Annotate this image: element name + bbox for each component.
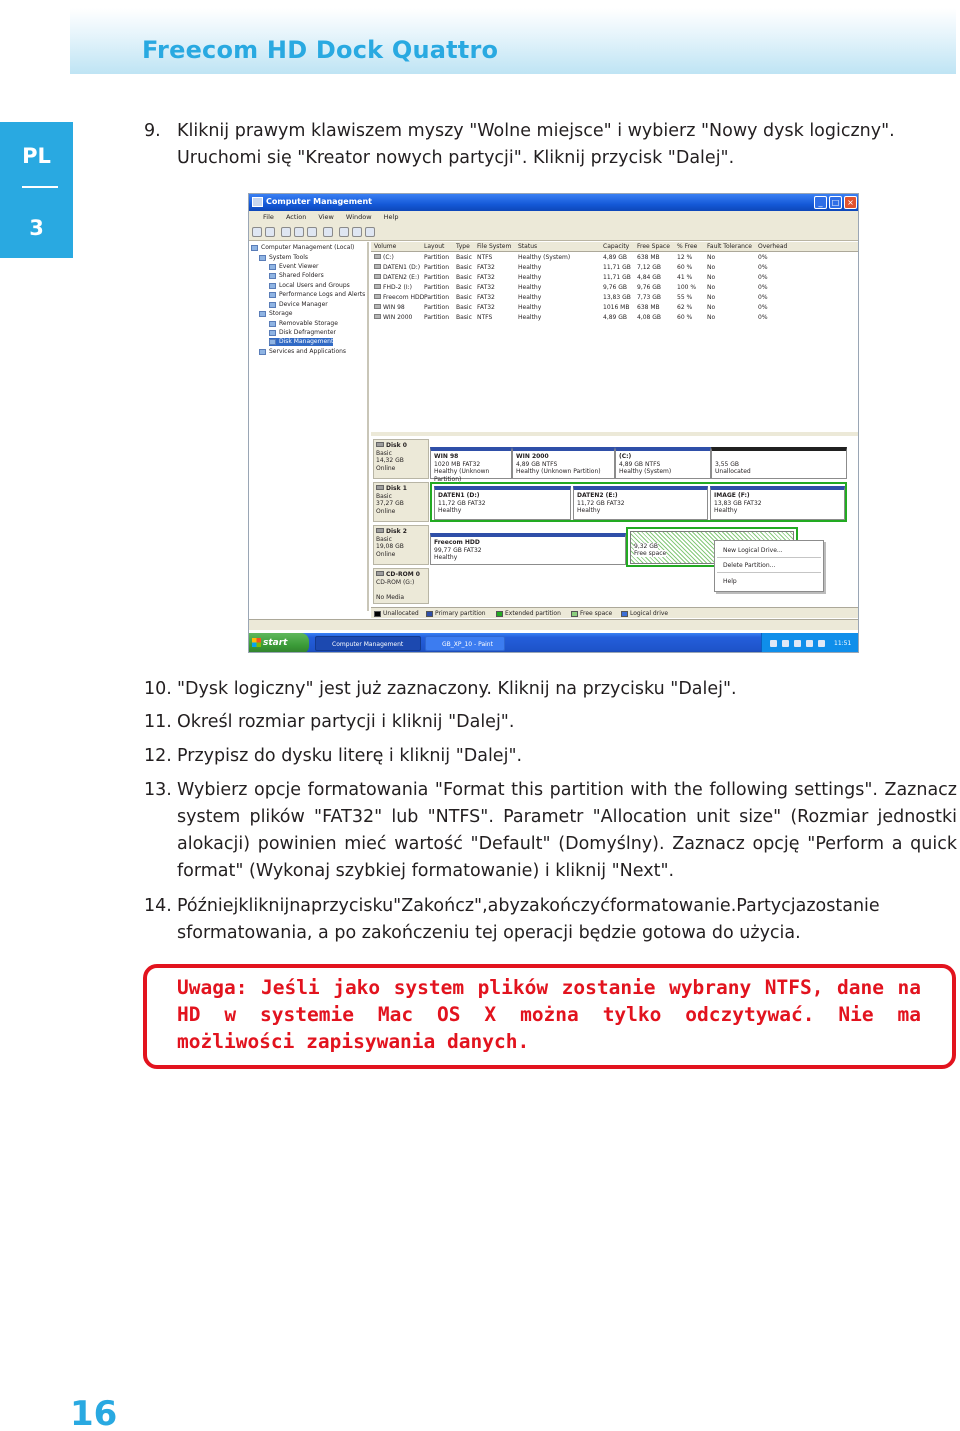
document-title: Freecom HD Dock Quattro — [142, 36, 499, 64]
refresh-icon[interactable] — [307, 227, 317, 237]
chapter-number: 3 — [29, 216, 44, 240]
volume-row[interactable]: WIN 98 Partition Basic FAT32 Healthy 1016 MB 638 MB 62 % No 0% — [371, 303, 859, 313]
menu-file[interactable]: File — [263, 213, 274, 221]
volume-row[interactable]: DATEN1 (D:) Partition Basic FAT32 Healthy 11,71 GB 7,12 GB 60 % No 0% — [371, 263, 859, 273]
extended-partition-disk-1[interactable] — [430, 482, 847, 522]
legend-extended: Extended partition — [496, 610, 561, 617]
folder-icon — [269, 273, 276, 279]
tree-item[interactable]: Local Users and Groups — [269, 282, 350, 290]
tree-item[interactable]: Device Manager — [269, 301, 328, 309]
tree-item[interactable]: Shared Folders — [269, 272, 324, 280]
legend-logical: Logical drive — [621, 610, 668, 617]
maximize-icon[interactable]: □ — [829, 196, 842, 209]
tray-icon[interactable] — [782, 640, 789, 647]
menu-separator — [717, 557, 821, 558]
volume-list-header — [371, 242, 859, 252]
tools-icon — [259, 255, 266, 261]
back-icon[interactable] — [252, 227, 262, 237]
task-computer-management[interactable]: Computer Management — [315, 636, 421, 651]
col-layout[interactable]: Layout — [424, 243, 445, 250]
free-space-region[interactable]: 9,32 GB Free space — [630, 531, 794, 564]
volume-row[interactable]: WIN 2000 Partition Basic NTFS Healthy 4,89 GB 4,08 GB 60 % No 0% — [371, 313, 859, 323]
step-number: 11. — [144, 712, 172, 732]
drive-icon — [374, 264, 381, 269]
partition-daten2[interactable]: DATEN2 (E:) 11,72 GB FAT32 Healthy — [573, 486, 708, 520]
computer-management-screenshot — [248, 193, 859, 653]
legend-swatch — [374, 611, 381, 617]
partition-unallocated[interactable]: 3,55 GB Unallocated — [711, 447, 847, 479]
status-bar — [249, 619, 859, 630]
windows-logo-icon — [252, 638, 261, 647]
context-menu — [714, 540, 824, 592]
tree-item[interactable]: Storage — [259, 310, 292, 318]
export-icon[interactable] — [339, 227, 349, 237]
storage-icon — [259, 311, 266, 317]
console-tree — [249, 242, 369, 611]
system-tray — [761, 633, 859, 653]
partition-c[interactable]: (C:) 4,89 GB NTFS Healthy (System) — [615, 447, 711, 479]
legend-free-space: Free space — [571, 610, 612, 617]
drive-icon — [374, 274, 381, 279]
minimize-icon[interactable]: _ — [814, 196, 827, 209]
step-number: 13. — [144, 780, 172, 800]
disk-legend — [371, 607, 859, 618]
forward-icon[interactable] — [265, 227, 275, 237]
disk-icon — [376, 485, 384, 490]
language-label: PL — [22, 144, 51, 168]
menu-item-delete-partition[interactable]: Delete Partition... — [723, 562, 776, 569]
tab-divider — [22, 186, 58, 188]
menu-help[interactable]: Help — [383, 213, 399, 221]
help-icon[interactable] — [323, 227, 333, 237]
menu-item-help[interactable]: Help — [723, 578, 737, 585]
computer-icon — [251, 245, 258, 251]
close-icon[interactable]: × — [844, 196, 857, 209]
legend-swatch — [571, 611, 578, 617]
legend-swatch — [621, 611, 628, 617]
disk-2-label[interactable]: Disk 2 Basic 19,08 GB Online — [373, 525, 429, 565]
col-file-system[interactable]: File System — [477, 243, 512, 250]
legend-unallocated: Unallocated — [374, 610, 419, 617]
start-button[interactable]: start — [249, 633, 309, 653]
pane-splitter[interactable] — [371, 432, 859, 436]
volume-row[interactable]: DATEN2 (E:) Partition Basic FAT32 Healthy 11,71 GB 4,84 GB 41 % No 0% — [371, 273, 859, 283]
step-number: 12. — [144, 746, 172, 766]
partition-image[interactable]: IMAGE (F:) 13,83 GB FAT32 Healthy — [710, 486, 845, 520]
step-text: "Dysk logiczny" jest już zaznaczony. Kliknij na przycisku "Dalej". — [177, 679, 737, 699]
partition-win98[interactable]: WIN 98 1020 MB FAT32 Healthy (Unknown Partition) — [430, 447, 512, 479]
clock: 11:51 — [834, 640, 852, 647]
col-free-space[interactable]: Free Space — [637, 243, 670, 250]
step-number: 10. — [144, 679, 172, 699]
legend-swatch — [496, 611, 503, 617]
window-title: Computer Management — [266, 197, 372, 206]
col-volume[interactable]: Volume — [374, 243, 397, 250]
tree-item[interactable]: Performance Logs and Alerts — [269, 291, 365, 299]
menu-action[interactable]: Action — [285, 213, 307, 221]
menu-bar — [249, 211, 859, 224]
device-icon — [269, 302, 276, 308]
step-text: Określ rozmiar partycji i kliknij "Dalej". — [177, 712, 515, 732]
col-fault-tolerance[interactable]: Fault Tolerance — [707, 243, 752, 250]
legend-swatch — [426, 611, 433, 617]
task-paint[interactable]: GB_XP_10 - Paint — [425, 636, 505, 651]
removable-storage-icon — [269, 321, 276, 327]
step-number: 14. — [144, 896, 172, 916]
menu-separator — [717, 572, 821, 573]
legend-primary: Primary partition — [426, 610, 486, 617]
menu-window[interactable]: Window — [345, 213, 372, 221]
menu-item-new-logical-drive[interactable]: New Logical Drive... — [723, 547, 783, 554]
taskbar — [249, 633, 859, 653]
col-status[interactable]: Status — [518, 243, 538, 250]
menu-view[interactable]: View — [318, 213, 334, 221]
drive-icon — [374, 294, 381, 299]
properties-icon[interactable] — [294, 227, 304, 237]
tray-icon[interactable] — [770, 640, 777, 647]
page-number: 16 — [70, 1394, 118, 1431]
disk-icon — [376, 442, 384, 447]
disk-1-label[interactable]: Disk 1 Basic 37,27 GB Online — [373, 482, 429, 522]
step-text: Kliknij prawym klawiszem myszy "Wolne miejsce" i wybierz "Nowy dysk logiczny". Uruchomi się "Kreator nowych partycji". Kliknij przycisk "Dalej". — [177, 121, 895, 168]
network-icon[interactable] — [806, 640, 813, 647]
cdrom-icon — [376, 571, 384, 576]
warning-text: Uwaga: Jeśli jako system plików zostanie wybrany NTFS, dane na HD w systemie Mac OS X można tylko odczytywać. Nie ma możliwości zapisywania danych. — [177, 976, 921, 1053]
volume-row[interactable]: FHD-2 (I:) Partition Basic FAT32 Healthy 9,76 GB 9,76 GB 100 % No 0% — [371, 283, 859, 293]
volume-row[interactable]: Freecom HDD Partition Basic FAT32 Healthy 13,83 GB 7,73 GB 55 % No 0% — [371, 293, 859, 303]
step-text: Przypisz do dysku literę i kliknij "Dalej". — [177, 746, 523, 766]
partition-win2000[interactable]: WIN 2000 4,89 GB NTFS Healthy (Unknown Partition) — [512, 447, 615, 479]
col-overhead[interactable]: Overhead — [758, 243, 788, 250]
col-type[interactable]: Type — [456, 243, 470, 250]
col-capacity[interactable]: Capacity — [603, 243, 630, 250]
drive-icon — [374, 314, 381, 319]
tree-item-selected[interactable]: Disk Management — [269, 338, 333, 346]
safely-remove-icon[interactable] — [818, 640, 825, 647]
drive-icon — [374, 284, 381, 289]
up-icon[interactable] — [281, 227, 291, 237]
drive-icon — [374, 304, 381, 309]
tree-item[interactable]: Disk Defragmenter — [269, 329, 336, 337]
step-text: Wybierz opcje formatowania "Format this partition with the following settings". Zaznacz system plików "FAT32" lub "NTFS". Parametr "Allocation unit size" (Rozmiar jednostki alokacji) powinien mieć wartość "Default" (Domyślny). Zaznacz opcję "Perform a quick format" (Wykonaj szybkiej formatowanie) i kliknij "Next". — [177, 780, 957, 881]
tree-item[interactable]: System Tools — [259, 254, 308, 262]
disk-management-icon — [269, 339, 276, 345]
tree-item[interactable]: Removable Storage — [269, 320, 338, 328]
drive-icon — [374, 254, 381, 259]
users-icon — [269, 283, 276, 289]
partition-freecom-hdd[interactable]: Freecom HDD 99,77 GB FAT32 Healthy — [430, 533, 626, 565]
disk-icon — [376, 528, 384, 533]
window-titlebar — [249, 194, 859, 211]
cdrom-label[interactable]: CD-ROM 0 CD-ROM (G:) No Media — [373, 568, 429, 604]
step-text: Późniejkliknijnaprzycisku"Zakończ",abyzakończyćformatowanie.Partycjazostanie sformatowania, a po zakończeniu tej operacji będzie gotowa do użycia. — [177, 896, 880, 943]
chapter-tab — [0, 122, 73, 258]
volume-row[interactable]: (C:) Partition Basic NTFS Healthy (System) 4,89 GB 638 MB 12 % No 0% — [371, 253, 859, 263]
volume-icon[interactable] — [794, 640, 801, 647]
app-icon — [252, 197, 263, 207]
tree-item[interactable]: Computer Management (Local) — [251, 244, 354, 252]
col-percent-free[interactable]: % Free — [677, 243, 698, 250]
services-icon — [259, 349, 266, 355]
defragmenter-icon — [269, 330, 276, 336]
performance-icon — [269, 292, 276, 298]
partition-daten1[interactable]: DATEN1 (D:) 11,72 GB FAT32 Healthy — [434, 486, 571, 520]
view-icon[interactable] — [352, 227, 362, 237]
disk-0-label[interactable]: Disk 0 Basic 14,32 GB Online — [373, 439, 429, 479]
event-viewer-icon — [269, 264, 276, 270]
toolbar — [249, 224, 859, 241]
tree-item[interactable]: Services and Applications — [259, 348, 346, 356]
step-number: 9. — [144, 121, 161, 141]
filter-icon[interactable] — [365, 227, 375, 237]
tree-item[interactable]: Event Viewer — [269, 263, 319, 271]
